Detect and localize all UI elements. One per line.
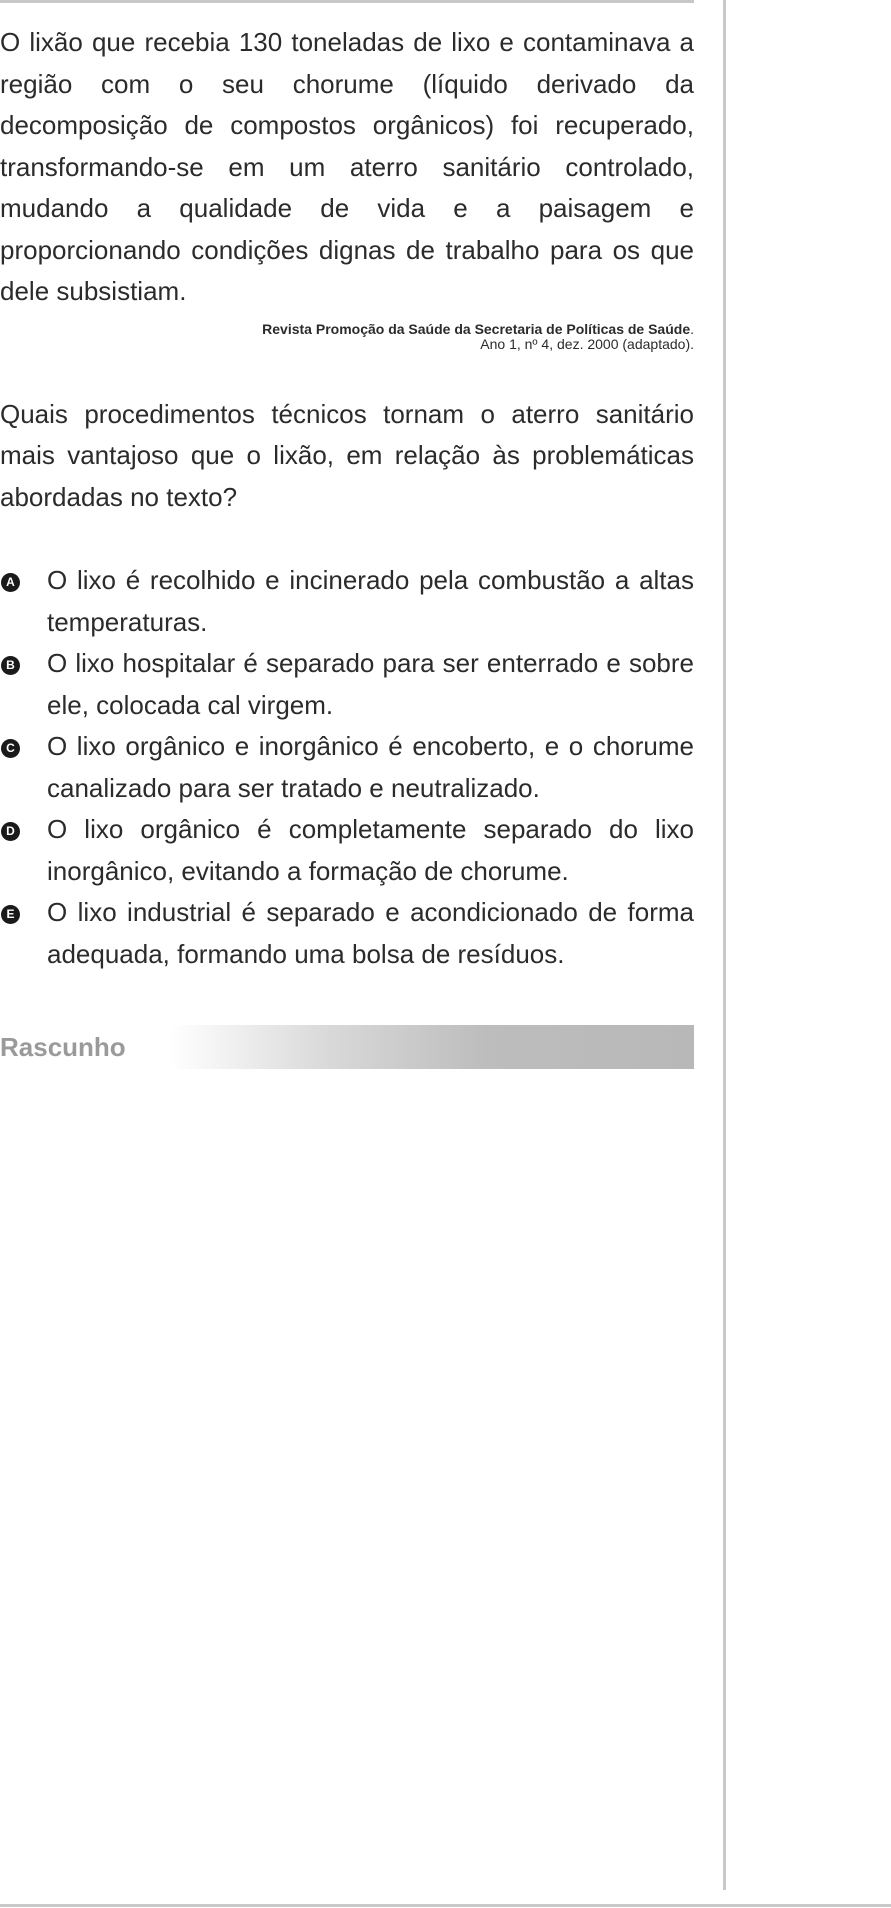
option-e-badge-icon: E [1,905,20,924]
bottom-divider [0,1904,891,1907]
option-b-text: O lixo hospitalar é separado para ser enterrado e sobre ele, colocada cal virgem. [47,648,694,720]
citation-details: Ano 1, nº 4, dez. 2000 (adaptado). [480,335,694,352]
question-prompt: Quais procedimentos técnicos tornam o aterro sanitário mais vantajoso que o lixão, em relação às problemáticas abordadas no texto? [0,398,694,512]
passage-text: O lixão que recebia 130 toneladas de lixo e contaminava a região com o seu chorume (líquido derivado da decomposição de compostos orgânicos) foi recuperado, transformando-se em um aterro sanitário controlado, mudando a qualidade de vida e a paisagem e proporcionando condições dignas de trabalho para os que dele subsistiam. [0,27,694,306]
option-a-text: O lixo é recolhido e incinerado pela combustão a altas temperaturas. [47,565,694,637]
option-b[interactable] [0,643,694,726]
option-c-badge-icon: C [1,739,20,758]
option-e-text: O lixo industrial é separado e acondicionado de forma adequada, formando uma bolsa de resíduos. [47,897,694,969]
option-d-badge-icon: D [1,822,20,841]
option-c[interactable] [0,726,694,809]
citation-source-title: Revista Promoção da Saúde da Secretaria de Políticas de Saúde [262,320,691,337]
option-c-text: O lixo orgânico e inorgânico é encoberto, e o chorume canalizado para ser tratado e neutralizado. [47,731,694,803]
option-e[interactable] [0,892,694,975]
draft-section-header [0,1025,694,1069]
draft-header-bar [170,1025,694,1069]
draft-label: Rascunho [0,1032,126,1062]
option-a[interactable] [0,560,694,643]
citation [0,322,694,352]
option-d[interactable] [0,809,694,892]
top-divider [0,0,694,3]
right-margin-divider [723,0,726,1890]
option-b-badge-icon: B [1,656,20,675]
question-content [0,22,694,1069]
option-a-badge-icon: A [1,573,20,592]
citation-source-line [0,322,694,337]
answer-options [0,560,694,975]
option-d-text: O lixo orgânico é completamente separado do lixo inorgânico, evitando a formação de chorume. [47,814,694,886]
citation-title-punct: . [690,320,694,337]
